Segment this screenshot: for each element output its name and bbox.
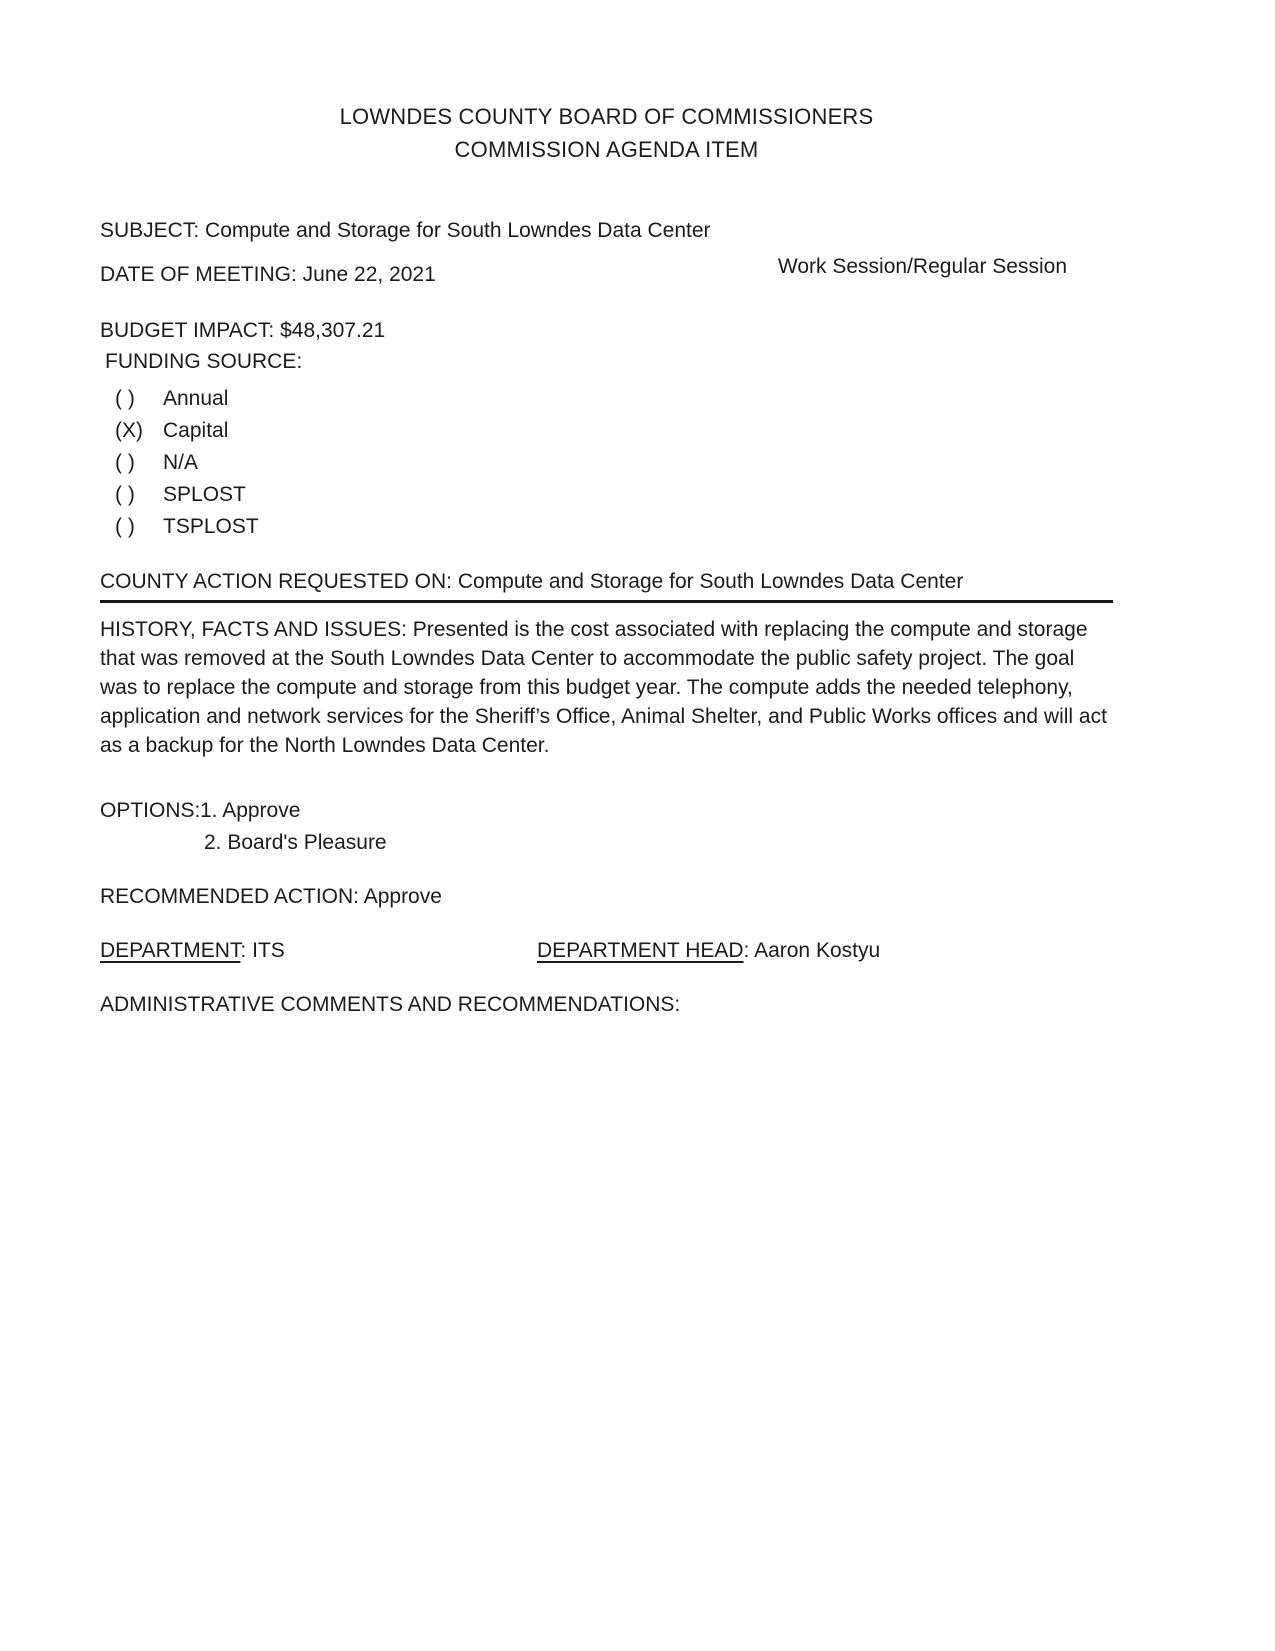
department-head-separator: : (743, 939, 750, 962)
funding-option-capital (100, 415, 1113, 447)
department-label: DEPARTMENT (100, 939, 241, 962)
option-item-boards-pleasure: 2. Board's Pleasure (204, 831, 387, 854)
department-head-value: Aaron Kostyu (754, 939, 881, 962)
funding-option-tsplost (100, 511, 1113, 543)
checkbox-unchecked: ( ) (115, 483, 135, 506)
page-title-line2: COMMISSION AGENDA ITEM (454, 137, 759, 162)
meeting-date-value: June 22, 2021 (302, 263, 436, 286)
subject-value: Compute and Storage for South Lowndes Data Center (205, 219, 711, 242)
funding-source-label: FUNDING SOURCE: (105, 350, 303, 373)
budget-impact-label: BUDGET IMPACT: (100, 319, 275, 342)
funding-option-label: TSPLOST (163, 515, 259, 538)
meeting-row (100, 255, 1113, 288)
admin-comments-label: ADMINISTRATIVE COMMENTS AND RECOMMENDATIONS: (100, 993, 681, 1016)
funding-option-annual (100, 383, 1113, 415)
budget-impact-value: $48,307.21 (280, 319, 386, 342)
funding-option-splost (100, 479, 1113, 511)
option-item-approve: 1. Approve (200, 799, 301, 822)
funding-option-label: SPLOST (163, 483, 246, 506)
checkbox-checked: (X) (115, 419, 143, 442)
department-head-label: DEPARTMENT HEAD (537, 939, 744, 962)
county-action-row (100, 569, 1113, 603)
checkbox-unchecked: ( ) (115, 515, 135, 538)
history-text: Presented is the cost associated with replacing the compute and storage that was removed at the South Lowndes Data Center to accommodate the public safety project. The goal was to replace the compute and storage from this budget year. The compute adds the needed telephony, application and network services for the Sheriff’s Office, Animal Shelter, and Public Works offices and will act as a backup for the North Lowndes Data Center. (100, 618, 1107, 757)
funding-option-label: Capital (163, 419, 229, 442)
session-type: Work Session/Regular Session (777, 255, 1067, 278)
department-field (100, 938, 537, 964)
funding-source-list (100, 383, 1113, 543)
checkbox-unchecked: ( ) (115, 451, 135, 474)
department-head-field (537, 938, 880, 964)
funding-option-label: N/A (163, 451, 199, 474)
department-separator: : (240, 939, 247, 962)
funding-option-na (100, 447, 1113, 479)
funding-option-label: Annual (163, 387, 229, 410)
meeting-date (100, 262, 436, 288)
recommended-action-row (100, 884, 1113, 910)
recommended-action-label: RECOMMENDED ACTION: (100, 885, 360, 908)
options-items (200, 798, 387, 856)
meeting-date-label: DATE OF MEETING: (100, 263, 297, 286)
subject-label: SUBJECT: (100, 219, 200, 242)
history-label: HISTORY, FACTS AND ISSUES: (100, 618, 407, 641)
department-value: ITS (252, 939, 285, 962)
county-action-value: Compute and Storage for South Lowndes Data Center (457, 570, 964, 593)
department-row (100, 938, 1113, 964)
budget-impact-row (100, 318, 1113, 344)
recommended-action-value: Approve (363, 885, 442, 908)
county-action-label: COUNTY ACTION REQUESTED ON: (100, 570, 452, 593)
checkbox-unchecked: ( ) (115, 387, 135, 410)
page-title-line1: LOWNDES COUNTY BOARD OF COMMISSIONERS (339, 104, 874, 129)
document-content (100, 0, 1113, 1018)
options-label: OPTIONS: (100, 799, 201, 822)
history-paragraph (100, 615, 1113, 760)
document-header (100, 100, 1113, 166)
subject-row (100, 218, 1113, 244)
options-row (100, 798, 1113, 856)
